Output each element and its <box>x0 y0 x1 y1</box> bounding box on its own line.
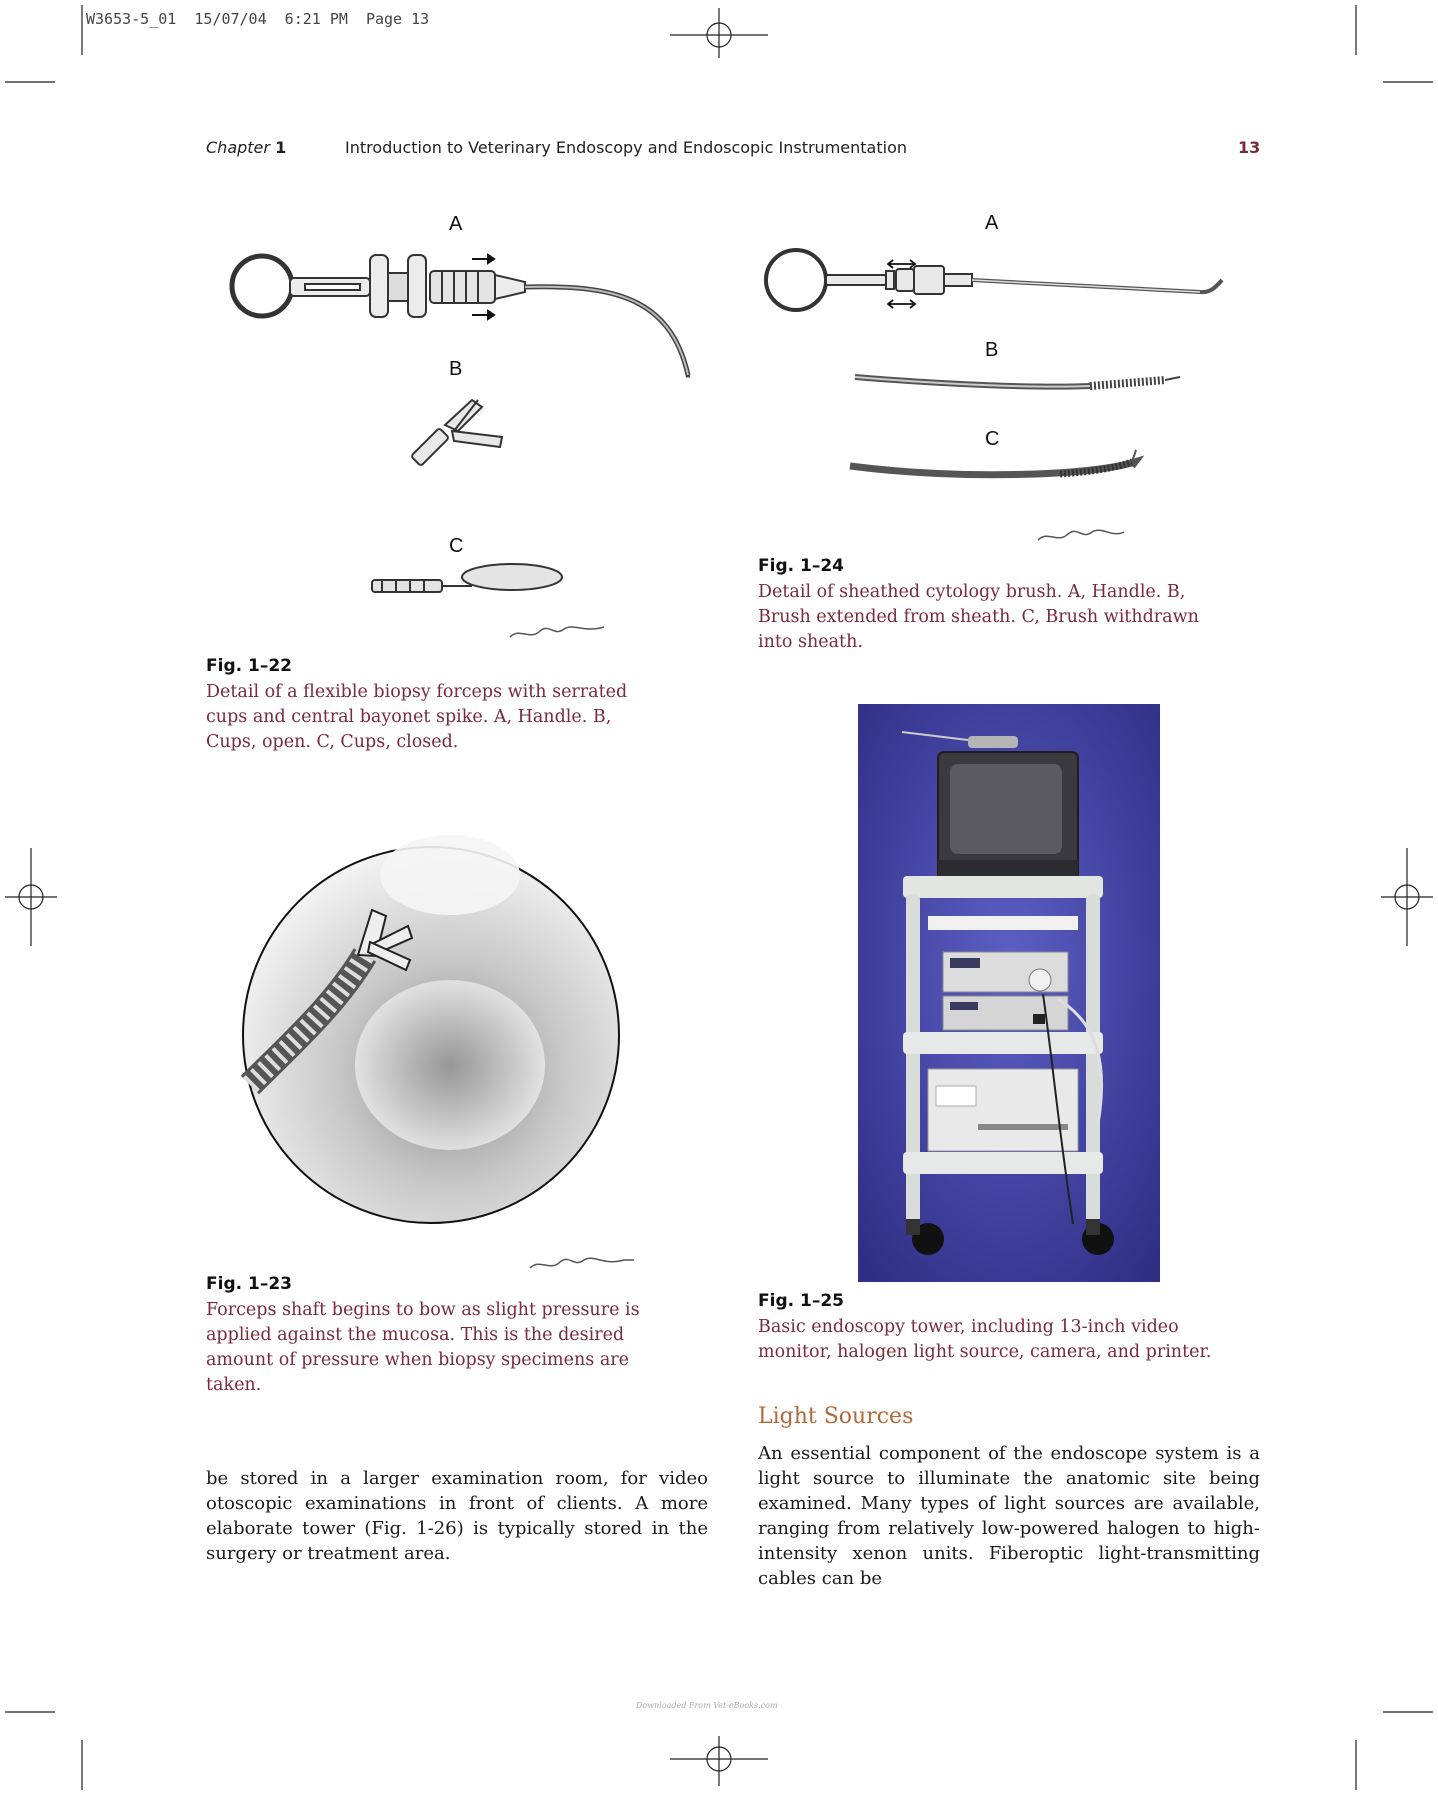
fig22-letter-c: C <box>449 535 464 557</box>
header-chapter <box>206 138 286 157</box>
fig23-caption: Forceps shaft begins to bow as slight pressure is applied against the mucosa. This is the desired amount of pressure when biopsy specimens are taken. <box>206 1300 640 1395</box>
fig23-label: Fig. 1–23 <box>206 1274 292 1294</box>
chapter-number: 1 <box>275 138 287 157</box>
right-body-paragraph: An essential component of the endoscope system is a light source to illuminate the anatomic site being examined. Many types of light sources are available, ranging from relatively low-powered halogen to high-intensity xenon units. Fiberoptic light-transmitting cables can be <box>758 1443 1260 1589</box>
section-heading-light-sources: Light Sources <box>758 1404 914 1429</box>
fig25-caption: Basic endoscopy tower, including 13-inch video monitor, halogen light source, camera, and printer. <box>758 1317 1212 1362</box>
print-slug: W3653-5_01 15/07/04 6:21 PM Page 13 <box>86 10 430 28</box>
left-body-paragraph: be stored in a larger examination room, for video otoscopic examinations in front of clients. A more elaborate tower (Fig. 1-26) is typically stored in the surgery or treatment area. <box>206 1468 708 1564</box>
fig24-brush-illustration <box>760 240 1230 560</box>
fig25-endoscopy-tower-photo <box>858 704 1160 1282</box>
fig22-caption: Detail of a flexible biopsy forceps with serrated cups and central bayonet spike. A, Handle. B, Cups, open. C, Cups, closed. <box>206 682 628 752</box>
fig22-label: Fig. 1–22 <box>206 656 292 676</box>
fig22-forceps-illustration <box>220 235 700 655</box>
fig25-label: Fig. 1–25 <box>758 1291 844 1311</box>
fig24-letter-b: B <box>985 339 999 361</box>
header-title: Introduction to Veterinary Endoscopy and Endoscopic Instrumentation <box>345 138 907 157</box>
fig24-letter-c: C <box>985 428 1000 450</box>
fig22-letter-a: A <box>449 213 463 235</box>
fig24-caption: Detail of sheathed cytology brush. A, Handle. B, Brush extended from sheath. C, Brush withdrawn into sheath. <box>758 582 1199 652</box>
chapter-word: Chapter <box>206 138 270 157</box>
fig23-mucosa-illustration <box>230 830 690 1280</box>
footer-watermark: Downloaded From Vet-eBooks.com <box>636 1701 778 1710</box>
fig22-letter-b: B <box>449 358 463 380</box>
page-number: 13 <box>1238 138 1261 157</box>
fig24-label: Fig. 1–24 <box>758 556 844 576</box>
fig24-letter-a: A <box>985 212 999 234</box>
